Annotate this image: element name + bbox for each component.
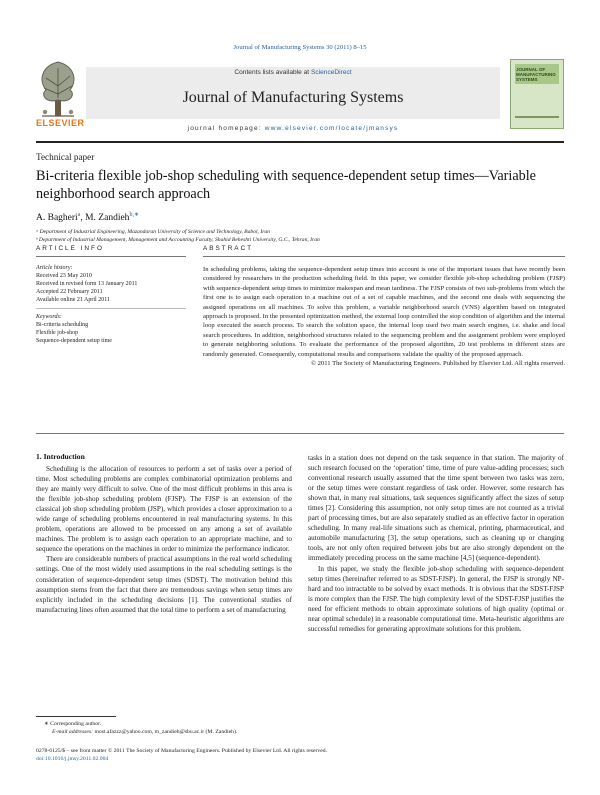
journal-citation[interactable]: Journal of Manufacturing Systems 30 (2011) 8–15 [233, 44, 367, 51]
author-name[interactable]: M. Zandieh [85, 213, 130, 224]
abstract-body [203, 265, 565, 368]
journal-name: Journal of Manufacturing Systems [182, 89, 404, 106]
abstract-bottom-rule [36, 433, 564, 434]
author-list [36, 211, 139, 223]
abstract-copyright: © 2011 The Society of Manufacturing Engineers. Published by Elsevier Ltd. All rights reserved. [310, 360, 565, 368]
keyword-item: Flexible job-shop [36, 330, 79, 336]
body-paragraph: There are considerable numbers of practical assumptions in the real world scheduling settings. One of the most widely used assumptions in the real scheduling settings is the consideration of sequence-dependent setup times (SDST). The motivation behind this assumption stems from the fact that there are tremendous savings when setup times are explicitly included in the scheduling decisions [1]. The conventional studies of manufacturing lines often assumed that the total time to perform a set of manufacturing [36, 555, 292, 614]
keyword-item: Bi-criteria scheduling [36, 322, 89, 328]
cover-title: JOURNAL OF MANUFACTURING SYSTEMS [516, 67, 556, 82]
sciencedirect-link[interactable]: ScienceDirect [310, 69, 352, 76]
history-item: Received 23 May 2010 [36, 273, 92, 279]
cover-footer-band [515, 116, 559, 118]
email-label: E-mail addresses: [52, 729, 95, 735]
affiliation: ᵃ Department of Industrial Engineering, Mazandaran University of Science and Technology, Babol, Iran [36, 229, 270, 235]
affiliation: ᵇ Department of Industrial Management, Management and Accounting Faculty, Shahid Beheshti University, G.C., Tehran, Iran [36, 237, 320, 243]
body-paragraph: Scheduling is the allocation of resources to perform a set of tasks over a period of time. Most scheduling problems are complex combinatorial optimization problems and they are mainly very difficult to solve. One of the most difficult problems in this area is the flexible job-shop scheduling problem (FJSP). The FJSP is an extension of the classical job shop scheduling problem (JSP), which provides a closer approximation to a wide range of scheduling problems encountered in real manufacturing systems. In this problem, operations are allowed to be processed on any among a set of available machines. The problem is to assign each operation to an appropriate machine, and to sequence the operations on the machines in order to minimize the performance indicator. [36, 465, 292, 554]
history-item: Available online 21 April 2011 [36, 297, 110, 303]
keyword-item: Sequence-dependent setup time [36, 338, 112, 344]
corresponding-author-note: ∗ Corresponding author. [44, 721, 102, 727]
body-paragraph: In this paper, we study the flexible job-shop scheduling with sequence-dependent setup times (hereinafter referred to as SDST-FJSP). In general, the FJSP is strongly NP-hard and too intractable to be solved by exact methods. It is obvious that the SDST-FJSP is more complex than the FJSP. The high complexity level of the SDST-FJSP justifies the need for efficient methods to obtain approximate solutions of high quality (optimal or near optimal schedule) in a reasonable computational time. Meta-heuristic algorithms are successful remedies for generating approximate solutions for this problem. [308, 564, 564, 633]
abstract-heading: ABSTRACT [203, 245, 254, 252]
elsevier-tree-logo-icon [36, 58, 80, 120]
history-item: Received in revised form 13 January 2011 [36, 281, 138, 287]
journal-banner [36, 55, 564, 135]
article-history [36, 264, 186, 304]
footnote-rule [36, 716, 116, 717]
doi-link[interactable]: doi:10.1016/j.jmsy.2011.02.004 [36, 756, 109, 762]
body-paragraph: tasks in a station does not depend on the task sequence in that station. The majority of such research focused on the ‘operation’ time, time of pure value-adding processes; such conventional research usually assumed that the time spent between two tasks was zero, or the setup times were constant regardless of task order. However, some research has shown that, in many real situations, task sequences significantly affect the sizes of setup times [2]. Considering this assumption, not only setup times are not counted as a trivial part of processing times, but are also separately studied as an effective factor in operation scheduling. In many real-life situations such as chemical, printing, pharmaceutical, and automobile manufacturing [3], the setup operations, such as cleaning up or changing tools, are not only often required between jobs but are also strongly dependent on the immediately preceding process on the same machine [4,5] (sequence-dependent). [308, 454, 564, 563]
keywords-label: Keywords: [36, 314, 62, 320]
keywords [36, 313, 186, 345]
info-divider [36, 308, 186, 309]
abstract-text: In scheduling problems, taking the sequence-dependent setup times into account is one of the important issues that have recently been considered by researchers in the production scheduling field. In this paper, we consider flexible job-shop scheduling problem (FJSP) with sequence-dependent setup times to minimize makespan and mean tardiness. The FJSP consists of two sub-problems from which the first one is to assign each operation to a machine out of a set of capable machines, and the second one deals with sequencing the assigned operations on all machines. To solve this problem, a variable neighborhood search (VNS) algorithm based on integrated approach is proposed. In the presented optimization method, the external loop controlled the stop condition of algorithm and the internal loop executed the search process. To search the solution space, the internal loop used two main search engines, i.e. shake and local search procedures. In addition, neighborhood structures related to the sequencing problem and the assignment problem were employed to generate neighboring solutions. To evaluate the performance of the proposed algorithm, 20 test problems in different sizes are randomly generated. Consequently, computational results and comparisons validate the quality of the proposed approach. [203, 266, 565, 358]
journal-cover-icon[interactable] [510, 59, 564, 129]
history-label: Article history: [36, 265, 73, 271]
body-column-right [308, 453, 564, 634]
contents-prefix: Contents lists available at [234, 69, 311, 76]
homepage-link[interactable]: www.elsevier.com/locate/jmansys [264, 125, 399, 132]
author-marks: b,∗ [129, 212, 139, 218]
header-rule [36, 141, 564, 143]
article-title: Bi-criteria flexible job-shop scheduling with sequence-dependent setup times—Variable neighborhood search approach [36, 168, 536, 202]
issn-line: 0278-6125/$ – see front matter © 2011 The Society of Manufacturing Engineers. Published by Elsevier Ltd. All rights reserved. [36, 748, 328, 754]
contents-line [86, 69, 500, 76]
author-marks: a [77, 212, 81, 218]
email-note [52, 729, 237, 736]
author-name[interactable]: A. Bagheri [36, 213, 78, 224]
body-column-left [36, 464, 292, 615]
homepage-label: journal homepage: [187, 125, 265, 132]
section-heading-introduction: 1. Introduction [36, 452, 85, 461]
article-info-heading: ARTICLE INFO [36, 245, 104, 252]
history-item: Accepted 22 February 2011 [36, 289, 103, 295]
publisher-logo-text: ELSEVIER [36, 118, 85, 128]
article-type: Technical paper [36, 152, 95, 162]
abstract-rule [203, 256, 565, 257]
info-rule [36, 256, 186, 257]
author-separator: , [80, 213, 86, 224]
email-addresses[interactable]: most.afazzz@yahoo.com, m_zandieh@sbu.ac.ir (M. Zandieh). [94, 729, 238, 735]
journal-homepage [86, 125, 500, 132]
